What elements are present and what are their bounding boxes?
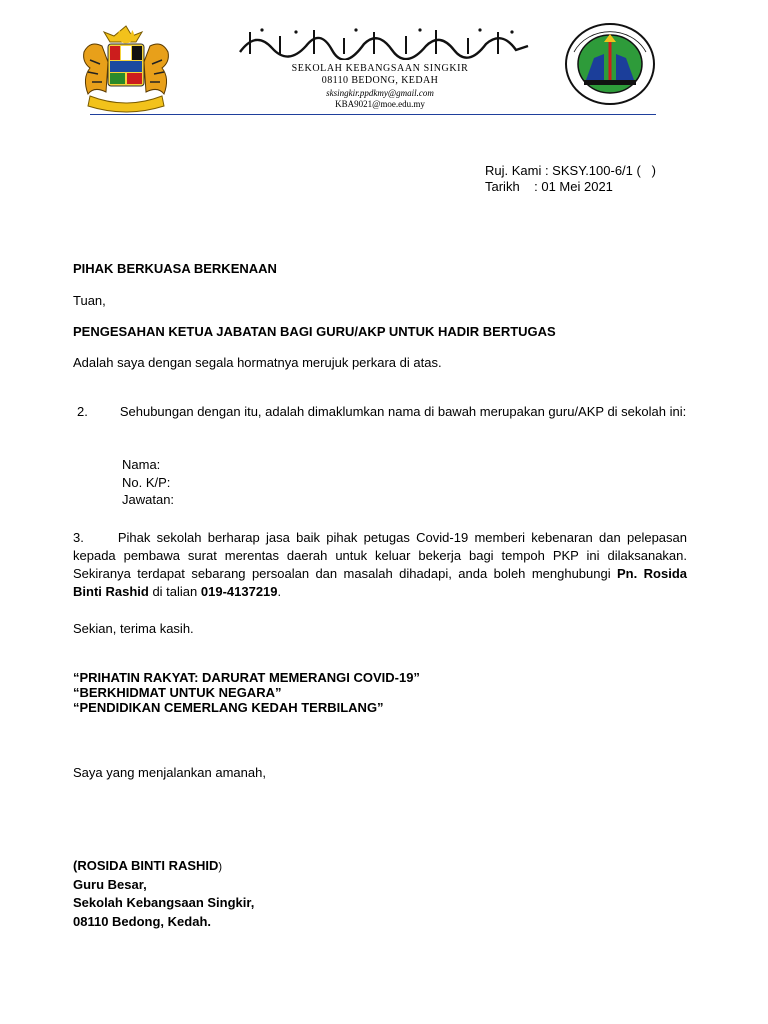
paragraph-3-end: . [277,584,282,599]
slogans [73,670,420,715]
paragraph-3-number: 3. [73,530,84,545]
signatory-name: (ROSIDA BINTI RASHID [73,858,219,873]
contact-phone: 019-4137219 [200,584,278,599]
coat-of-arms-icon [80,22,172,117]
closing: Sekian, terima kasih. [73,621,194,636]
jawi-school-name-icon [236,24,532,60]
field-nama: Nama: [122,457,161,472]
signatory-title: Guru Besar, [73,877,147,892]
paragraph-2 [73,403,687,421]
paragraph-2-text: Sehubungan dengan itu, adalah dimaklumkan nama di bawah merupakan guru/AKP di sekolah ini: [119,404,687,419]
letterhead-rule [90,114,656,115]
signatory-name-close: ) [218,861,223,873]
signatory-address: 08110 Bedong, Kedah. [73,914,211,929]
reference-date: Tarikh : 01 Mei 2021 [485,179,613,194]
field-no-kp: No. K/P: [122,474,171,490]
school-crest-icon [564,22,656,106]
paragraph-2-number: 2. [77,404,88,419]
salutation: Tuan, [73,293,106,308]
signoff: Saya yang menjalankan amanah, [73,765,266,780]
reference-number: Ruj. Kami : SKSY.100-6/1 ( ) [485,163,656,178]
paragraph-3-text: Pihak sekolah berharap jasa baik pihak petugas Covid-19 memberi kebenaran dan pelepasan kepada pembawa surat merentas daerah untuk keluar bekerja bagi tempoh PKP ini dilaksanakan. Sekiranya terdapat sebarang persoalan dan masalah dihadapi, anda boleh menghubungi [73,530,687,581]
subject: PENGESAHAN KETUA JABATAN BAGI GURU/AKP UNTUK HADIR BERTUGAS [73,324,556,339]
paragraph-3 [73,529,687,601]
slogan-3: “PENDIDIKAN CEMERLANG KEDAH TERBILANG” [73,700,384,715]
paragraph-3-text-b: di talian [148,584,201,599]
school-name: SEKOLAH KEBANGSAAN SINGKIR [291,63,469,74]
school-address: 08110 BEDONG, KEDAH [321,75,439,86]
signatory-school: Sekolah Kebangsaan Singkir, [73,895,255,910]
contact-name: Pn. Rosida Binti Rashid [73,566,687,599]
school-email-1: sksingkir.ppdkmy@gmail.com [326,88,434,98]
paragraph-1: Adalah saya dengan segala hormatnya merujuk perkara di atas. [73,355,442,370]
slogan-2: “BERKHIDMAT UNTUK NEGARA” [73,685,282,700]
recipient: PIHAK BERKUASA BERKENAAN [73,261,277,276]
school-email-2: KBA9021@moe.edu.my [335,99,425,109]
field-jawatan: Jawatan: [122,492,175,507]
personal-fields [122,456,174,509]
signature-block [73,857,254,930]
slogan-1: “PRIHATIN RAKYAT: DARURAT MEMERANGI COVID-19” [73,670,420,685]
